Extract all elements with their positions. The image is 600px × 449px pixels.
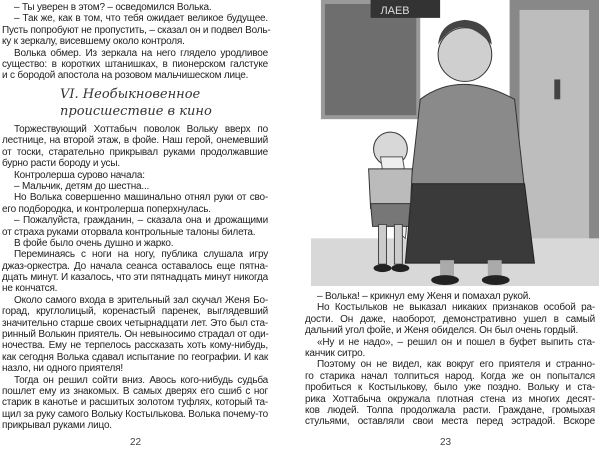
text-line: ку к зеркалу, висевшему около контроля. [2, 36, 185, 48]
chapter-heading [60, 86, 212, 120]
text-line: Пусть попробуют не пропустить, – сказал он и подвел Воль- [2, 24, 271, 36]
text-line: Тогда он решил сойти вниз. Авось кого-нибудь судьба [14, 374, 268, 386]
text-block-body [305, 291, 595, 428]
text-line: как сегодня Волька сдавал испытание по географии. И как [2, 351, 268, 363]
text-line: канчик ситро. [305, 347, 366, 359]
text-block-top [2, 2, 271, 82]
text-line: прикрывал руками лицо. [2, 420, 112, 432]
illustration-hottabych-volka-controller [310, 0, 600, 286]
text-line: дальний угол фойе, и Женя обиделся. Он был очень гордый. [305, 325, 579, 337]
text-line: Переминаясь с ноги на ногу, публика слушала игру [14, 249, 268, 261]
text-line: пошлет ему из знакомых. В самых дверях его сшиб с ног [2, 385, 268, 397]
text-line: существо: в коротких штанишках, в пионерском галстуке [2, 58, 268, 70]
text-line: бурно расти бороду и усы. [2, 158, 120, 170]
text-line: лестнице, на второй этаж, в фойе. Наш герой, онемевший [2, 135, 268, 147]
text-line: – Пожалуйста, гражданин, – сказала она и дрожащими [14, 215, 268, 227]
text-line: В фойе было очень душно и жарко. [14, 237, 174, 249]
chapter-heading-line: происшествие в кино [60, 104, 212, 119]
text-line: значительно старше своих четырнадцати лет. Это был ста- [2, 317, 268, 329]
text-line: ков людей. Толпа продолжала расти. Граждане, громыхая [305, 404, 595, 416]
text-line: – Так же, как в том, что тебя ожидает великое будущее. [14, 13, 268, 25]
text-line: не кончатся. [2, 283, 58, 295]
text-line: дости. Он даже, наоборот, демонстративно ушел в самый [305, 313, 595, 325]
text-line: го старика начал толпиться народ. Когда же он попытался [305, 370, 595, 382]
text-line: дцать минут. И казалось, что эти пятнадцать минут никогда [2, 272, 268, 284]
page-number: 22 [130, 437, 142, 448]
chapter-heading-line: VI. Необыкновенное [60, 87, 201, 102]
poster-sign: ЛАЕВ [380, 4, 410, 17]
text-line: от тоски, старательно прикрывал руками продолжавшие [2, 146, 268, 158]
right-page [300, 0, 600, 449]
text-line: джаз-оркестра. До начала сеанса оставалось еще пятна- [2, 260, 268, 272]
text-line: – Мальчик, детям до шестна... [14, 180, 150, 192]
text-line: – Ты уверен в этом? – осведомился Волька. [14, 2, 212, 13]
text-line: Поэтому он не видел, как вокруг его приятеля и странно- [317, 359, 595, 371]
text-line: Но Волька совершенно машинально отнял руки от сво- [14, 192, 268, 204]
text-line: старик в канотье и расшитых золотом туфлях, который та- [2, 397, 268, 409]
text-line: щил за руку самого Вольку Костылькова. Волька почему-то [2, 408, 268, 420]
text-line: горад, круглолицый, коренастый паренек, выглядевший [2, 306, 268, 318]
text-line: «Ну и не надо», – решил он и пошел в буфет выпить ста- [317, 336, 595, 348]
text-line: – Волька! – крикнул ему Женя и помахал рукой. [317, 291, 531, 302]
text-line: стульями, оставляли свои места перед эстрадой. Вскоре [305, 416, 595, 428]
page-number: 23 [440, 437, 452, 448]
text-block-body [2, 124, 268, 432]
text-line: и с бородой апостола на розовом мальчишеском лице. [2, 70, 249, 82]
text-line: Но Костыльков не выказал никаких признаков особой ра- [317, 302, 595, 314]
text-line: Торжествующий Хоттабыч поволок Вольку вверх по [14, 124, 268, 135]
text-line: пробиться к Костылькову, было уже поздно. Вольку и ста- [305, 382, 595, 394]
text-line: ночества. Ему не терпелось рассказать хоть кому-нибудь, [2, 340, 268, 352]
text-line: Волька обмер. Из зеркала на него глядело уродливое [14, 47, 268, 59]
text-line: назло, ни одного приятеля! [2, 363, 123, 375]
text-line: Контролерша сурово начала: [14, 169, 145, 181]
text-line: его подбородка, и контролерша поперхнулась. [2, 203, 211, 215]
text-line: Около самого входа в зрительный зал скучал Женя Бо- [14, 294, 268, 306]
text-line: ринный Волькин приятель. Он невыносимо страдал от оди- [2, 329, 269, 341]
text-line: рика Хоттабыча окружала плотная стена из многих десят- [305, 393, 595, 405]
text-line: от страха руками оторвала контрольные талоны билета. [2, 226, 256, 238]
